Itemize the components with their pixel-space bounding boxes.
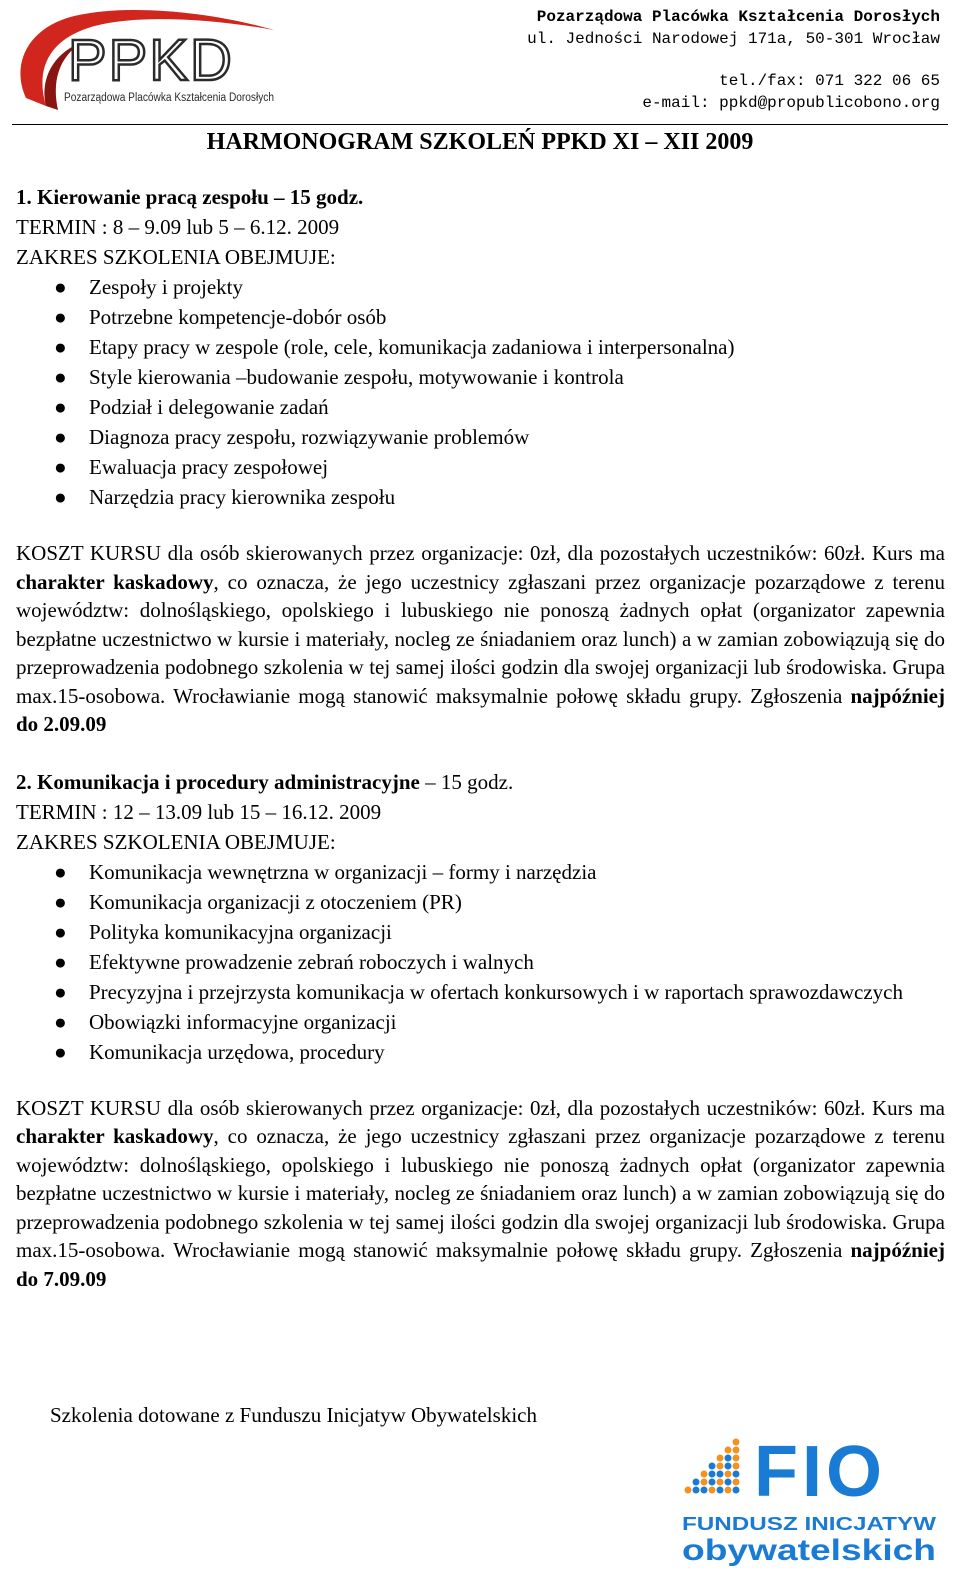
course-1-term: TERMIN : 8 – 9.09 lub 5 – 6.12. 2009 <box>16 215 340 239</box>
course-1-heading: 1. Kierowanie pracą zespołu – 15 godz. <box>16 185 364 209</box>
organization-name: Pozarządowa Placówka Kształcenia Dorosłych <box>536 8 940 26</box>
list-item: ● Potrzebne kompetencje-dobór osób <box>16 302 945 332</box>
list-item: ● Komunikacja organizacji z otoczeniem (PR) <box>16 887 945 917</box>
list-item: ● Podział i delegowanie zadań <box>16 392 945 422</box>
list-item: ● Etapy pracy w zespole (role, cele, komunikacja zadaniowa i interpersonalna) <box>16 332 945 362</box>
bullet-icon: ● <box>54 275 67 299</box>
bullet-icon: ● <box>54 859 67 884</box>
contact-block <box>642 70 940 114</box>
bullet-icon: ● <box>54 305 67 329</box>
phone-fax: tel./fax: 071 322 06 65 <box>719 72 940 90</box>
fio-dots-graphic <box>685 1439 740 1494</box>
list-item: ● Zespoły i projekty <box>16 272 945 302</box>
course-1-topic-list <box>16 272 945 512</box>
funding-note: Szkolenia dotowane z Funduszu Inicjatyw Obywatelskich <box>50 1403 537 1427</box>
fio-line-1: FUNDUSZ INICJATYW <box>682 1514 936 1534</box>
list-item: ● Obowiązki informacyjne organizacji <box>16 1007 945 1037</box>
list-item: ● Polityka komunikacyjna organizacji <box>16 917 945 947</box>
course-2-scope-label: ZAKRES SZKOLENIA OBEJMUJE: <box>16 829 336 854</box>
list-item: ● Efektywne prowadzenie zebrań roboczych i walnych <box>16 947 945 977</box>
fio-line-2: obywatelskich <box>682 1534 936 1567</box>
bullet-icon: ● <box>54 485 67 509</box>
cascade-emphasis: charakter kaskadowy <box>16 1124 214 1148</box>
list-item: ● Diagnoza pracy zespołu, rozwiązywanie problemów <box>16 422 945 452</box>
course-2 <box>16 767 945 1294</box>
course-2-cost-paragraph: KOSZT KURSU dla osób skierowanych przez organizacje: 0zł, dla pozostałych uczestników: 60zł. Kurs ma charakter kaskadowy, co oznacza, że jego uczestnicy zgłaszani przez organizacje pozarządowe z terenu województw: dolnośląskiego, opolskiego i lubuskiego nie ponoszą żadnych opłat (organizator zapewnia bezpłatne uczestnictwo w kursie i materiały, nocleg ze śniadaniem oraz lunch) a w zamian zobowiązują się do przeprowadzenia podobnego szkolenia w tej samej ilości godzin dla swojej organizacji lub środowiska. Grupa max.15-osobowa. Wrocławianie mogą stanowić maksymalnie połowę składu grupy. Zgłoszenia najpóźniej do 7.09.09 <box>16 1095 945 1291</box>
email: e-mail: ppkd@propublicobono.org <box>642 94 940 112</box>
course-1 <box>16 182 945 739</box>
bullet-icon: ● <box>54 979 67 1004</box>
ppkd-logo <box>12 6 282 120</box>
bullet-icon: ● <box>54 1009 67 1034</box>
course-2-term: TERMIN : 12 – 13.09 lub 15 – 16.12. 2009 <box>16 799 382 824</box>
logo-subtitle: Pozarządowa Placówka Kształcenia Dorosłych <box>64 92 274 104</box>
organization-block <box>527 6 940 50</box>
course-2-heading: 2. Komunikacja i procedury administracyjne – 15 godz. <box>16 769 514 794</box>
bullet-icon: ● <box>54 889 67 914</box>
fio-acronym: FIO <box>754 1432 886 1512</box>
list-item: ● Precyzyjna i przejrzysta komunikacja w ofertach konkursowych i w raportach sprawozdawczych <box>16 977 945 1007</box>
bullet-icon: ● <box>54 455 67 479</box>
course-2-topic-list <box>16 857 945 1067</box>
course-1-scope-label: ZAKRES SZKOLENIA OBEJMUJE: <box>16 245 336 269</box>
bullet-icon: ● <box>54 425 67 449</box>
bullet-icon: ● <box>54 395 67 419</box>
course-1-deadline: najpóźniej do 2.09.09 <box>16 683 945 736</box>
bullet-icon: ● <box>54 1039 67 1064</box>
cascade-emphasis: charakter kaskadowy <box>16 569 214 594</box>
bullet-icon: ● <box>54 365 67 389</box>
list-item: ● Komunikacja urzędowa, procedury <box>16 1037 945 1067</box>
course-1-cost-paragraph: KOSZT KURSU dla osób skierowanych przez organizacje: 0zł, dla pozostałych uczestników: 60zł. Kurs ma charakter kaskadowy, co oznacza, że jego uczestnicy zgłaszani przez organizacje pozarządowe z terenu województw: dolnośląskiego, opolskiego i lubuskiego nie ponoszą żadnych opłat (organizator zapewnia bezpłatne uczestnictwo w kursie i materiały, nocleg ze śniadaniem oraz lunch) a w zamian zobowiązują się do przeprowadzenia podobnego szkolenia w tej samej ilości godzin dla swojej organizacji lub środowiska. Grupa max.15-osobowa. Wrocławianie mogą stanowić maksymalnie połowę składu grupy. Zgłoszenia najpóźniej do 2.09.09 <box>16 541 945 736</box>
document-title: HARMONOGRAM SZKOLEŃ PPKD XI – XII 2009 <box>206 129 754 155</box>
document-body <box>16 182 945 1293</box>
bullet-icon: ● <box>54 919 67 944</box>
bullet-icon: ● <box>54 335 67 359</box>
bullet-icon: ● <box>54 949 67 974</box>
list-item: ● Narzędzia pracy kierownika zespołu <box>16 482 945 512</box>
course-2-deadline: najpóźniej do 7.09.09 <box>16 1238 945 1291</box>
list-item: ● Style kierowania –budowanie zespołu, motywowanie i kontrola <box>16 362 945 392</box>
organization-address: ul. Jedności Narodowej 171a, 50-301 Wrocław <box>527 30 940 48</box>
fio-logo <box>678 1432 940 1568</box>
list-item: ● Komunikacja wewnętrzna w organizacji – formy i narzędzia <box>16 857 945 887</box>
header-divider <box>12 124 948 125</box>
logo-text: PPKD <box>68 28 234 93</box>
list-item: ● Ewaluacja pracy zespołowej <box>16 452 945 482</box>
